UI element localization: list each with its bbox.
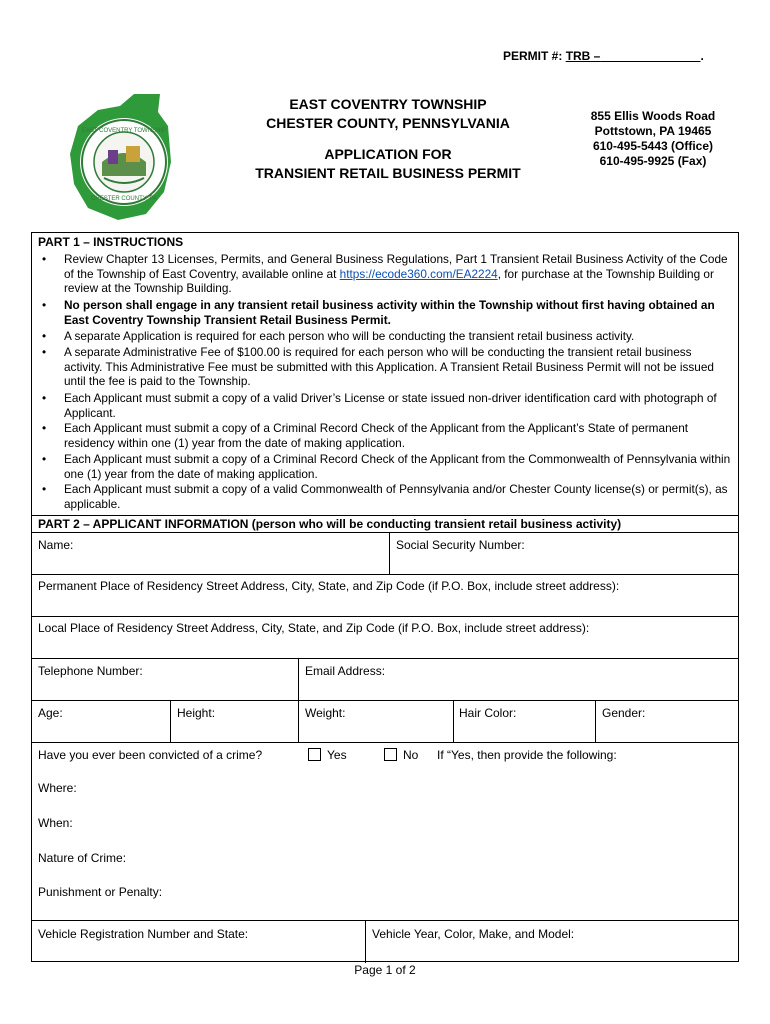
instruction-bullet: • Each Applicant must submit a copy of a valid Driver’s License or state issued non-driver identification card with photograph of Applicant. xyxy=(42,391,717,420)
instruction-bullet: • A separate Administrative Fee of $100.00 is required for each person who will be conducting the transient retail business activity. This Administrative Fee must be submitted with this Application. A Transient Retail Business Permit will not be issued until the fee is paid to the Township. xyxy=(42,345,714,388)
yes-checkbox[interactable]: Yes xyxy=(308,748,347,762)
hair-color-field[interactable]: Hair Color: xyxy=(459,706,517,720)
township-logo xyxy=(68,92,178,222)
instruction-bullet: • A separate Application is required for each person who will be conducting the transient retail business activity. xyxy=(42,329,635,343)
svg-text:CHESTER COUNTY, PA: CHESTER COUNTY, PA xyxy=(91,196,157,202)
weight-field[interactable]: Weight: xyxy=(305,706,346,720)
ecode-link[interactable]: https://ecode360.com/EA2224 xyxy=(339,266,498,281)
name-field[interactable]: Name: xyxy=(38,538,74,552)
permit-prefix[interactable]: TRB –_______________ xyxy=(565,49,701,63)
checkbox-icon xyxy=(384,748,397,761)
instruction-bullet: • Each Applicant must submit a copy of a Criminal Record Check of the Applicant from the Applicant’s State of permanent residency within one (1) year from the date of making application. xyxy=(42,421,689,450)
local-address-field[interactable]: Local Place of Residency Street Address, City, State, and Zip Code (if P.O. Box, include street address): xyxy=(38,621,590,635)
permit-end: . xyxy=(700,49,704,63)
gender-field[interactable]: Gender: xyxy=(602,706,646,720)
ssn-field[interactable]: Social Security Number: xyxy=(396,538,525,552)
application-form xyxy=(31,232,739,962)
instruction-bullet: • Each Applicant must submit a copy of a valid Commonwealth of Pennsylvania and/or Chester County license(s) or permit(s), as applicable. xyxy=(42,482,728,511)
when-field[interactable]: When: xyxy=(38,816,73,830)
township-address: 855 Ellis Woods Road Pottstown, PA 19465 610-495-5443 (Office) 610-495-9925 (Fax) xyxy=(590,109,716,168)
checkbox-icon xyxy=(308,748,321,761)
permit-label: PERMIT #: xyxy=(503,49,563,63)
where-field[interactable]: Where: xyxy=(38,781,77,795)
telephone-field[interactable]: Telephone Number: xyxy=(38,664,143,678)
part2-title: PART 2 – APPLICANT INFORMATION (person who will be conducting transient retail business activity) xyxy=(38,517,622,531)
instruction-bullet: • No person shall engage in any transient retail business activity within the Township without first having obtained an East Coventry Township Transient Retail Business Permit. xyxy=(42,298,715,327)
svg-text:EAST COVENTRY TOWNSHIP: EAST COVENTRY TOWNSHIP xyxy=(81,128,167,134)
email-field[interactable]: Email Address: xyxy=(305,664,386,678)
instruction-bullet: • Each Applicant must submit a copy of a Criminal Record Check of the Applicant from the Commonwealth of Pennsylvania within one (1) year from the date of making application. xyxy=(42,452,731,481)
height-field[interactable]: Height: xyxy=(177,706,216,720)
nature-of-crime-field[interactable]: Nature of Crime: xyxy=(38,851,127,865)
vehicle-registration-field[interactable]: Vehicle Registration Number and State: xyxy=(38,927,249,941)
punishment-field[interactable]: Punishment or Penalty: xyxy=(38,885,163,899)
page-number: Page 1 of 2 xyxy=(354,963,416,977)
crime-question: Have you ever been convicted of a crime? xyxy=(38,748,263,762)
age-field[interactable]: Age: xyxy=(38,706,63,720)
permit-number-line xyxy=(503,49,704,63)
application-title: APPLICATION FOR TRANSIENT RETAIL BUSINESS PERMIT xyxy=(255,146,521,181)
if-yes-text: If “Yes, then provide the following: xyxy=(437,748,617,762)
permanent-address-field[interactable]: Permanent Place of Residency Street Address, City, State, and Zip Code (if P.O. Box, include street address): xyxy=(38,579,620,593)
township-title: EAST COVENTRY TOWNSHIP CHESTER COUNTY, PENNSYLVANIA xyxy=(266,96,510,131)
part1-title: PART 1 – INSTRUCTIONS xyxy=(38,235,184,249)
vehicle-info-field[interactable]: Vehicle Year, Color, Make, and Model: xyxy=(372,927,575,941)
instruction-bullet: • Review Chapter 13 Licenses, Permits, and General Business Regulations, Part 1 Transient Retail Business Activity of the Code of the Township of East Coventry, available online at https://ecode360.com/EA2224, for purchase at the Township Building or review at the Township Building. xyxy=(42,252,728,295)
no-checkbox[interactable]: No xyxy=(384,748,418,762)
